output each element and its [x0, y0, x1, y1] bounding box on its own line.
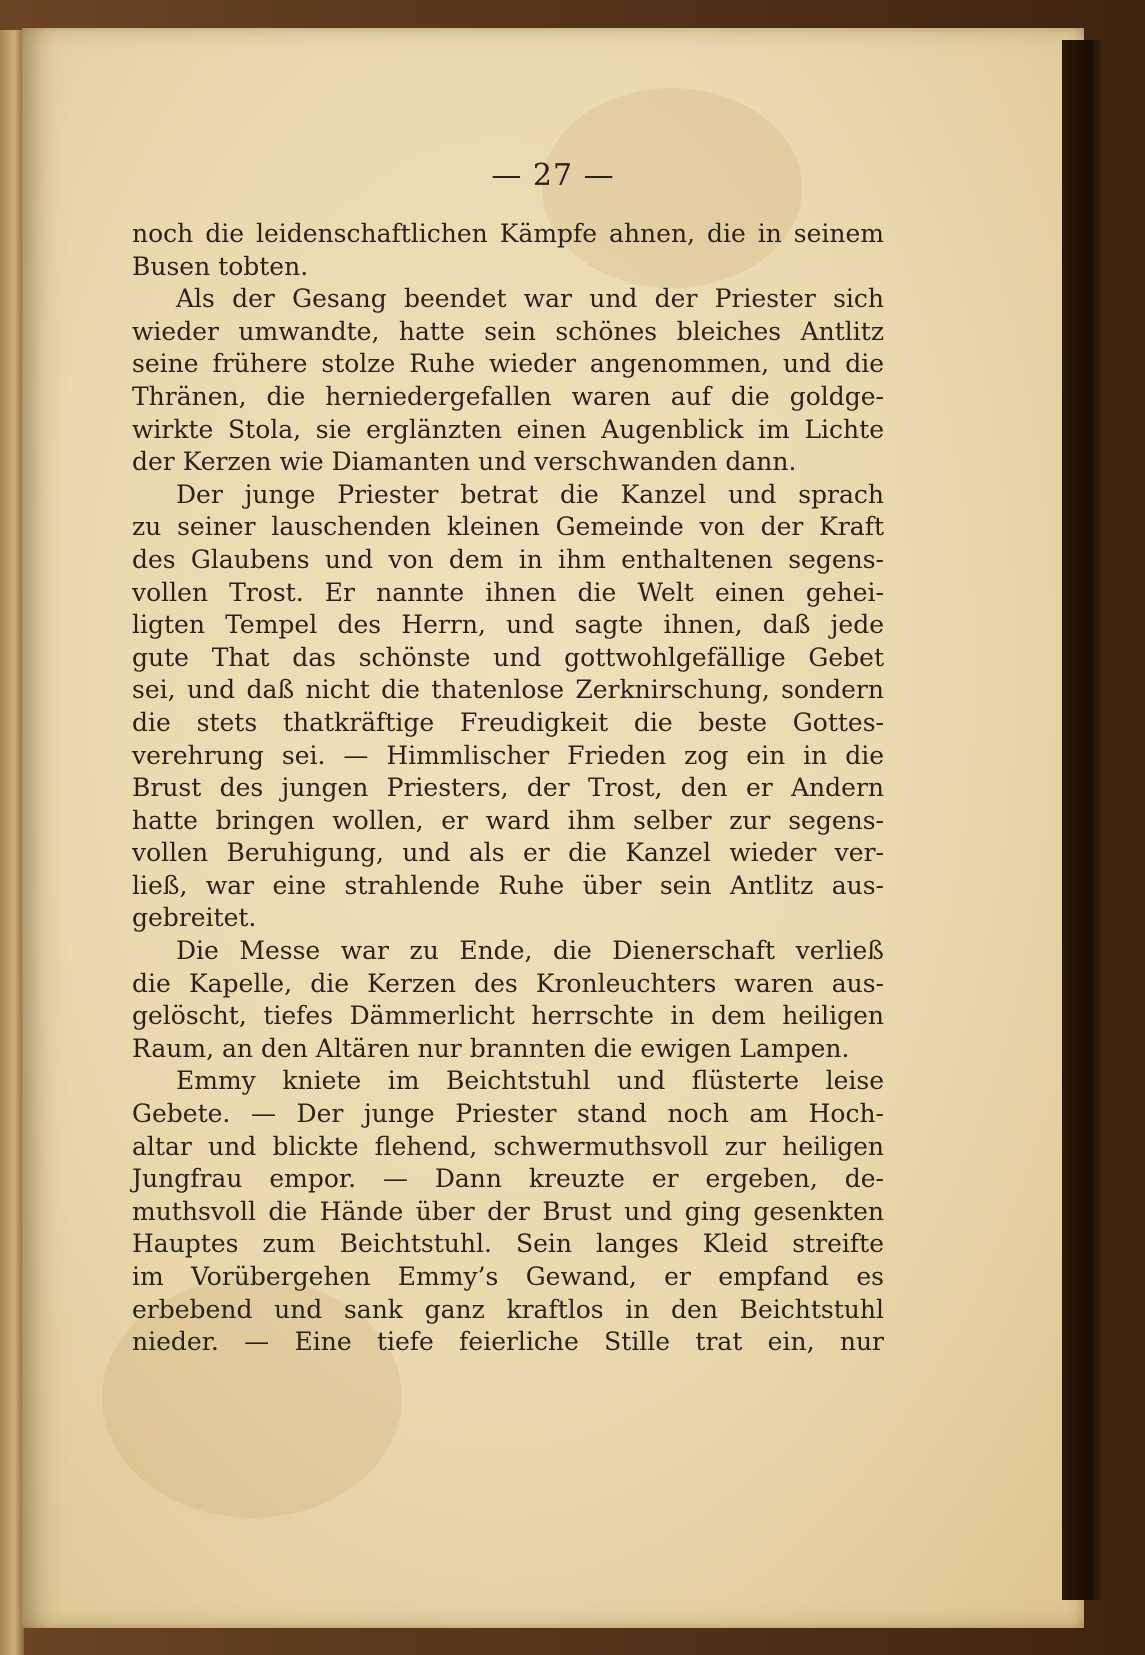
- text-line: die Kapelle, die Kerzen des Kronleuchters waren aus-: [132, 968, 884, 998]
- text-line: wieder umwandte, hatte sein schönes bleiches Antlitz: [132, 316, 884, 346]
- body-text: [132, 218, 884, 1359]
- text-line: Die Messe war zu Ende, die Dienerschaft verließ: [176, 936, 884, 966]
- text-line: wirkte Stola, sie erglänzten einen Augenblick im Lichte: [132, 414, 884, 444]
- text-line: zu seiner lauschenden kleinen Gemeinde von der Kraft: [132, 512, 884, 542]
- page-number: — 27 —: [491, 158, 615, 193]
- facing-page-edge: [0, 30, 24, 1655]
- book-binding: [1062, 40, 1102, 1600]
- text-line: Brust des jungen Priesters, der Trost, den er Andern: [132, 773, 884, 803]
- text-line: sei, und daß nicht die thatenlose Zerknirschung, sondern: [132, 675, 884, 705]
- text-line: Emmy kniete im Beichtstuhl und flüsterte leise: [176, 1066, 884, 1096]
- text-line: noch die leidenschaftlichen Kämpfe ahnen, die in seinem: [132, 219, 884, 248]
- text-line: gelöscht, tiefes Dämmerlicht herrschte in dem heiligen: [132, 1001, 884, 1031]
- text-line: Gebete. — Der junge Priester stand noch am Hoch-: [132, 1099, 884, 1129]
- text-line: verehrung sei. — Himmlischer Frieden zog ein in die: [132, 740, 884, 770]
- text-line: vollen Beruhigung, und als er die Kanzel wieder ver-: [132, 838, 884, 868]
- text-line: des Glaubens und von dem in ihm enthaltenen segens-: [132, 544, 884, 574]
- text-line: die stets thatkräftige Freudigkeit die beste Gottes-: [132, 707, 884, 737]
- text-line: im Vorübergehen Emmy’s Gewand, er empfand es: [132, 1262, 884, 1291]
- text-line: ligten Tempel des Herrn, und sagte ihnen, daß jede: [132, 610, 884, 640]
- text-line: Jungfrau empor. — Dann kreuzte er ergeben, de-: [132, 1164, 884, 1194]
- text-line: gebreitet.: [132, 903, 257, 933]
- text-line: Als der Gesang beendet war und der Priester sich: [176, 284, 884, 314]
- text-line: erbebend und sank ganz kraftlos in den Beichtstuhl: [132, 1294, 884, 1324]
- text-line: Thränen, die herniedergefallen waren auf die goldge-: [132, 381, 884, 411]
- text-line: Raum, an den Altären nur brannten die ewigen Lampen.: [132, 1033, 850, 1063]
- text-line: Busen tobten.: [132, 251, 309, 281]
- text-line: der Kerzen wie Diamanten und verschwanden dann.: [132, 447, 797, 477]
- text-line: nieder. — Eine tiefe feierliche Stille trat ein, nur: [132, 1327, 884, 1357]
- text-line: seine frühere stolze Ruhe wieder angenommen, und die: [132, 349, 884, 379]
- text-line: ließ, war eine strahlende Ruhe über sein Antlitz aus-: [132, 870, 884, 900]
- text-line: vollen Trost. Er nannte ihnen die Welt einen gehei-: [132, 577, 884, 607]
- text-line: Hauptes zum Beichtstuhl. Sein langes Kleid streifte: [132, 1229, 884, 1259]
- book-page: [22, 28, 1084, 1628]
- text-line: altar und blickte flehend, schwermuthsvoll zur heiligen: [132, 1131, 884, 1161]
- text-line: muthsvoll die Hände über der Brust und ging gesenkten: [132, 1196, 884, 1226]
- text-line: hatte bringen wollen, er ward ihm selber zur segens-: [132, 805, 884, 835]
- text-line: Der junge Priester betrat die Kanzel und sprach: [176, 479, 884, 509]
- text-line: gute That das schönste und gottwohlgefällige Gebet: [132, 642, 884, 672]
